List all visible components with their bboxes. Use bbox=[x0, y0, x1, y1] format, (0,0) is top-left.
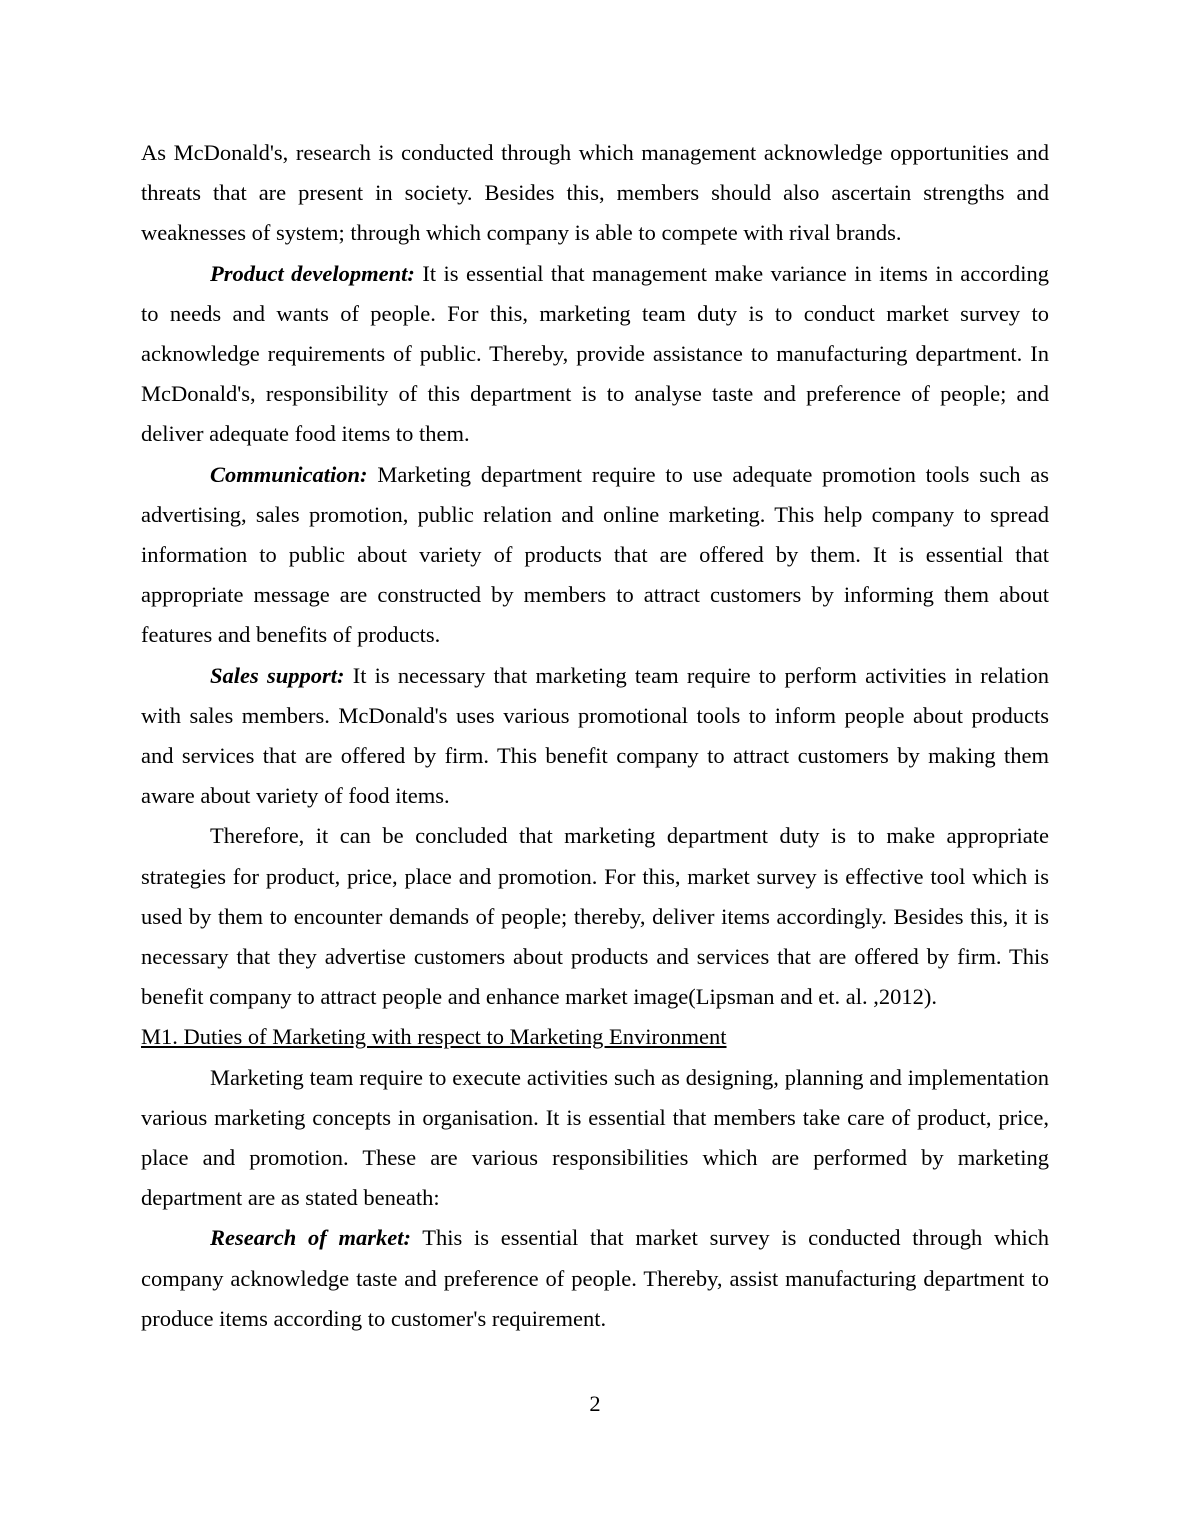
paragraph-text: As McDonald's, research is conducted through which management acknowledge opportunities and threats that are present in society. Besides this, members should also ascertain strengths and weaknesses of system; through which company is able to compete with rival brands. bbox=[141, 140, 1049, 246]
paragraph-text: It is essential that management make variance in items in according to needs and wants of people. For this, marketing team duty is to conduct market survey to acknowledge requirements of public. Thereby, provide assistance to manufacturing department. In McDonald's, responsibility of this department is to analyse taste and preference of people; and deliver adequate food items to them. bbox=[141, 260, 1049, 447]
paragraph-research-of-market bbox=[141, 1218, 1049, 1339]
section-heading-m1: M1. Duties of Marketing with respect to Marketing Environment bbox=[141, 1024, 727, 1050]
term-product-development: Product development: bbox=[210, 260, 415, 286]
paragraph-text: Therefore, it can be concluded that marketing department duty is to make appropriate strategies for product, price, place and promotion. For this, market survey is effective tool which is used by them to encounter demands of people; thereby, deliver items accordingly. Besides this, it is necessary that they advertise customers about products and services that are offered by firm. This benefit company to attract people and enhance market image(Lipsman and et. al. ,2012). bbox=[141, 823, 1049, 1010]
paragraph-communication bbox=[141, 455, 1049, 656]
paragraph-conclusion bbox=[141, 816, 1049, 1017]
page-number: 2 bbox=[589, 1391, 601, 1416]
paragraph-marketing-team-activities bbox=[141, 1058, 1049, 1219]
term-communication: Communication: bbox=[210, 461, 368, 487]
paragraph-product-development bbox=[141, 254, 1049, 455]
term-sales-support: Sales support: bbox=[210, 662, 345, 688]
paragraph-text: Marketing department require to use adequate promotion tools such as advertising, sales promotion, public relation and online marketing. This help company to spread information to public about variety of products that are offered by them. It is essential that appropriate message are constructed by members to attract customers by informing them about features and benefits of products. bbox=[141, 461, 1049, 648]
document-body bbox=[141, 133, 1049, 1339]
paragraph-text: This is essential that market survey is conducted through which company acknowledge taste and preference of people. Thereby, assist manufacturing department to produce items according to customer's requirement. bbox=[141, 1225, 1049, 1331]
paragraph-swot-research bbox=[141, 133, 1049, 254]
paragraph-text: Marketing team require to execute activities such as designing, planning and implementation various marketing concepts in organisation. It is essential that members take care of product, price, place and promotion. These are various responsibilities which are performed by marketing department are as stated beneath: bbox=[141, 1064, 1049, 1211]
paragraph-sales-support bbox=[141, 656, 1049, 817]
paragraph-text: It is necessary that marketing team require to perform activities in relation with sales members. McDonald's uses various promotional tools to inform people about products and services that are offered by firm. This benefit company to attract customers by making them aware about variety of food items. bbox=[141, 662, 1050, 809]
term-research-of-market: Research of market: bbox=[210, 1225, 411, 1251]
